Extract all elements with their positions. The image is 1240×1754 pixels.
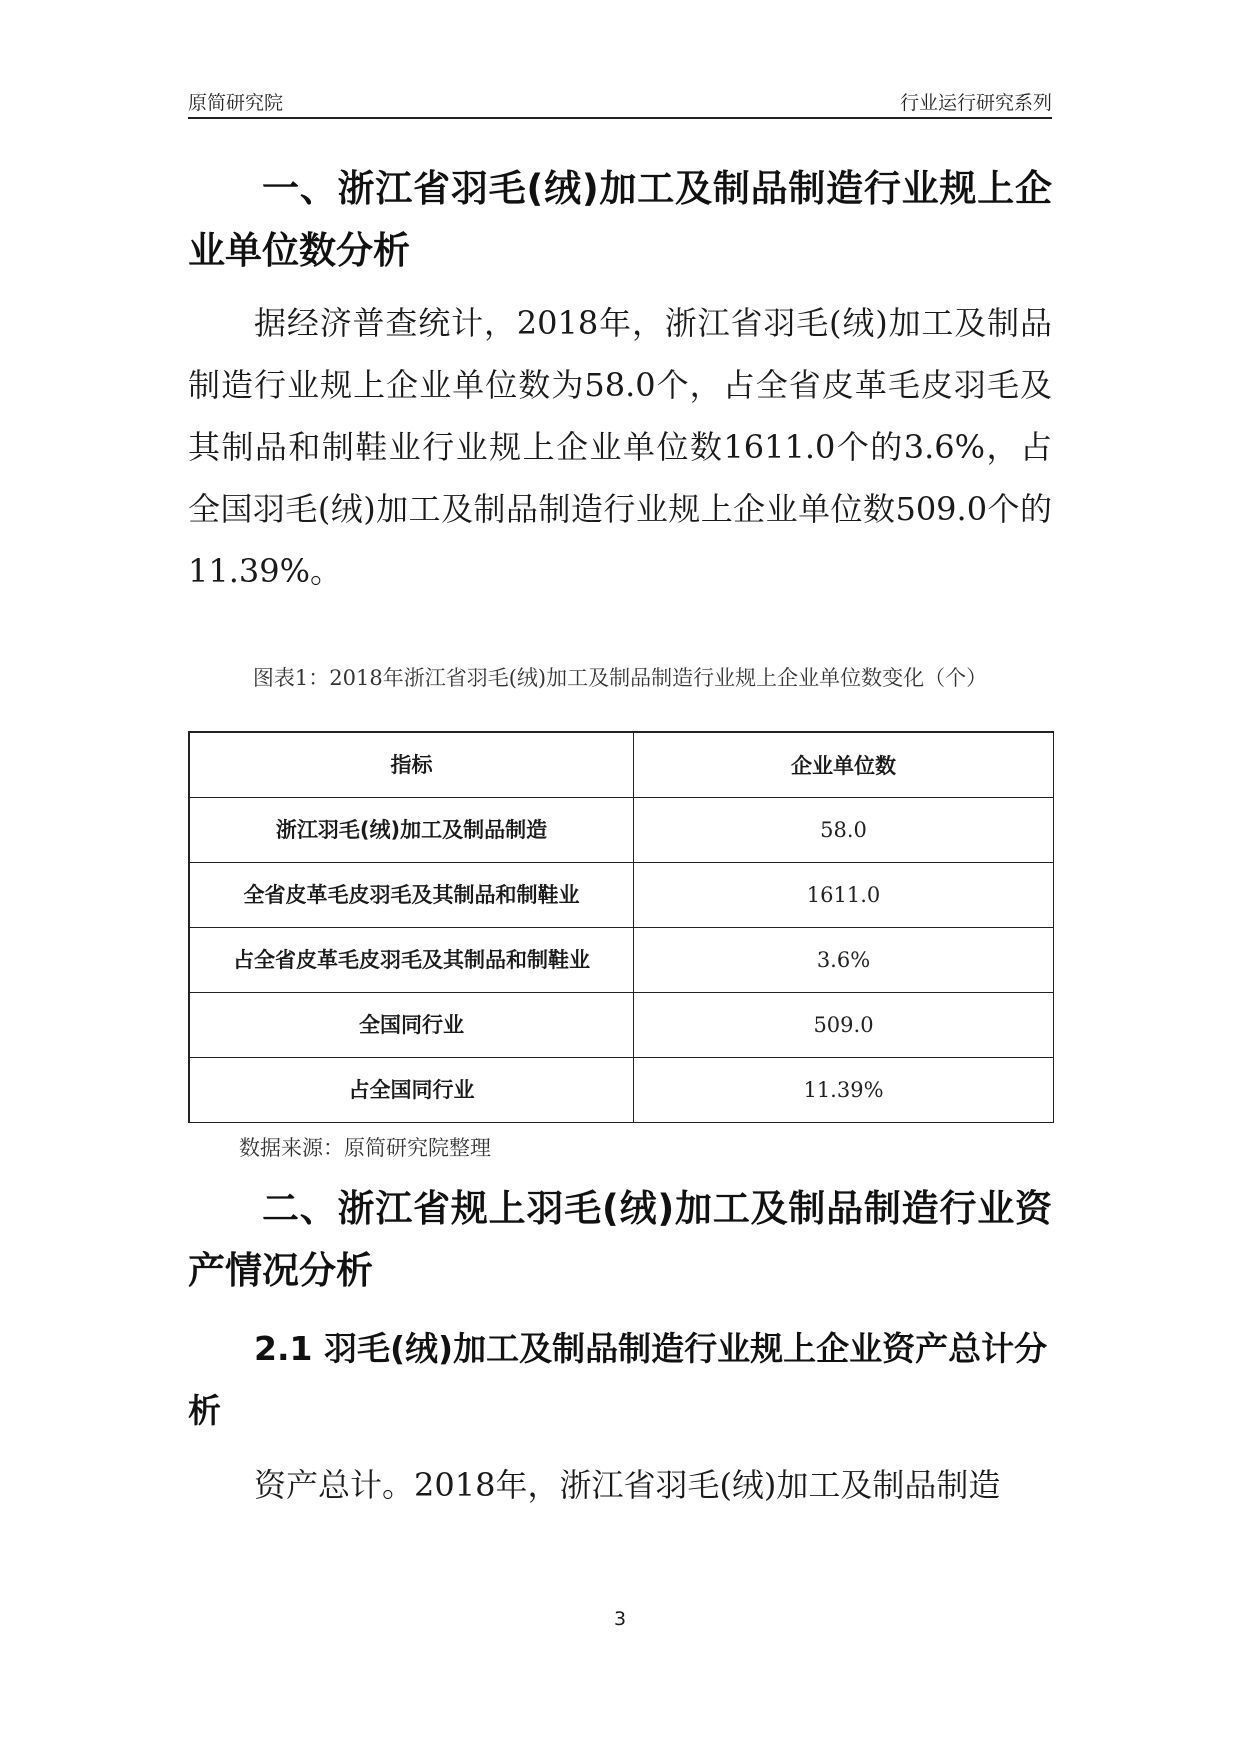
subsection-2-1-title: 2.1 羽毛(绒)加工及制品制造行业规上企业资产总计分析: [188, 1329, 1048, 1430]
row-value: 58.0: [634, 798, 1054, 863]
row-value: 3.6%: [634, 928, 1054, 993]
row-value: 11.39%: [634, 1058, 1054, 1123]
data-table: [188, 731, 1054, 1123]
row-value: 509.0: [634, 993, 1054, 1058]
table-row: [189, 863, 1054, 928]
table-caption: 图表1：2018年浙江省羽毛(绒)加工及制品制造行业规上企业单位数变化（个）: [252, 666, 988, 690]
data-source-note: 数据来源：原简研究院整理: [239, 1136, 491, 1160]
section1-title: 一、浙江省羽毛(绒)加工及制品制造行业规上企业单位数分析: [188, 167, 1052, 272]
header-divider: [188, 117, 1052, 119]
section1-paragraph: 据经济普查统计，2018年，浙江省羽毛(绒)加工及制品制造行业规上企业单位数为58.0个，占全省皮革毛皮羽毛及其制品和制鞋业行业规上企业单位数1611.0个的3.6%，占全国羽毛(绒)加工及制品制造行业规上企业单位数509.0个的11.39%。: [188, 304, 1052, 590]
page-number: 3: [613, 1608, 627, 1630]
row-label: 全省皮革毛皮羽毛及其制品和制鞋业: [189, 863, 634, 928]
row-value: 1611.0: [634, 863, 1054, 928]
row-label: 全国同行业: [189, 993, 634, 1058]
table-header-row: [189, 732, 1054, 798]
header-institute: 原简研究院: [188, 92, 284, 114]
table-row: [189, 928, 1054, 993]
section2-paragraph: 资产总计。2018年，浙江省羽毛(绒)加工及制品制造: [254, 1466, 1001, 1504]
section2-title: 二、浙江省规上羽毛(绒)加工及制品制造行业资产情况分析: [188, 1187, 1052, 1292]
table-header-indicator: 指标: [189, 732, 634, 798]
row-label: 占全国同行业: [189, 1058, 634, 1123]
row-label: 占全省皮革毛皮羽毛及其制品和制鞋业: [189, 928, 634, 993]
table-row: [189, 798, 1054, 863]
table-row: [189, 993, 1054, 1058]
table-row: [189, 1058, 1054, 1123]
row-label: 浙江羽毛(绒)加工及制品制造: [189, 798, 634, 863]
header-series: 行业运行研究系列: [899, 92, 1052, 114]
table-header-count: 企业单位数: [634, 732, 1054, 798]
